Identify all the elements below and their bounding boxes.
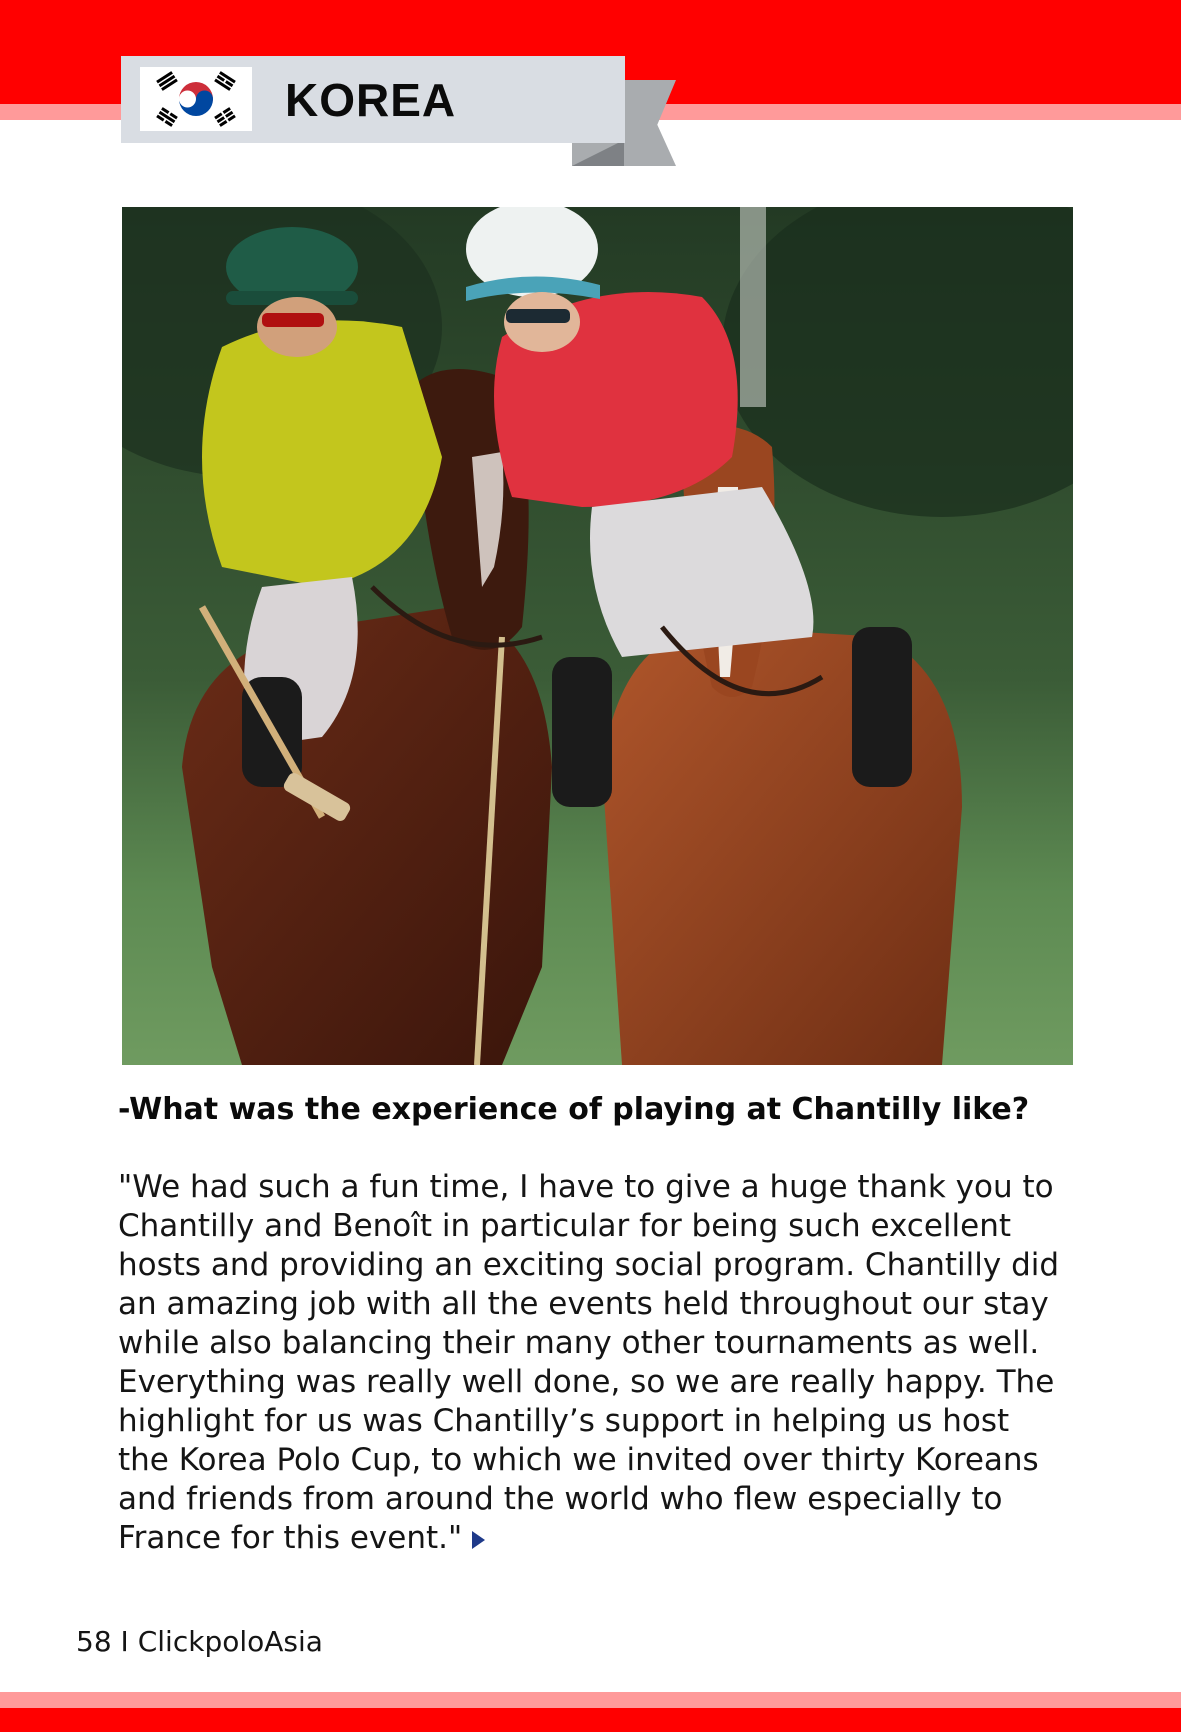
- answer-line: "We had such a fun time, I have to give a huge thank you to: [118, 1169, 1054, 1205]
- footer-separator: I: [120, 1625, 129, 1658]
- answer-line: hosts and providing an exciting social program. Chantilly did: [118, 1247, 1060, 1283]
- page-number: 58: [76, 1625, 112, 1658]
- answer-line: highlight for us was Chantilly’s support in helping us host: [118, 1403, 1010, 1439]
- answer-line: and friends from around the world who flew especially to: [118, 1481, 1003, 1517]
- answer-line: an amazing job with all the events held throughout our stay: [118, 1286, 1049, 1322]
- south-korea-flag-icon: [140, 67, 252, 131]
- footer-red-band: [0, 1708, 1181, 1732]
- answer-line-last: [118, 1519, 1118, 1558]
- play-arrow-icon: [472, 1531, 485, 1549]
- footer-pink-stripe: [0, 1692, 1181, 1708]
- page-footer: [76, 1625, 323, 1658]
- interview-question: -What was the experience of playing at Chantilly like?: [118, 1092, 1030, 1127]
- interview-answer: [118, 1168, 1118, 1558]
- publication-name: ClickpoloAsia: [137, 1625, 323, 1658]
- answer-line: while also balancing their many other tournaments as well.: [118, 1325, 1040, 1361]
- answer-line-text: France for this event.": [118, 1520, 463, 1556]
- polo-match-photo: [122, 207, 1073, 1065]
- country-title: KOREA: [285, 74, 457, 126]
- answer-line: Everything was really well done, so we are really happy. The: [118, 1364, 1055, 1400]
- answer-line: Chantilly and Benoît in particular for being such excellent: [118, 1208, 1011, 1244]
- answer-line: the Korea Polo Cup, to which we invited over thirty Koreans: [118, 1442, 1039, 1478]
